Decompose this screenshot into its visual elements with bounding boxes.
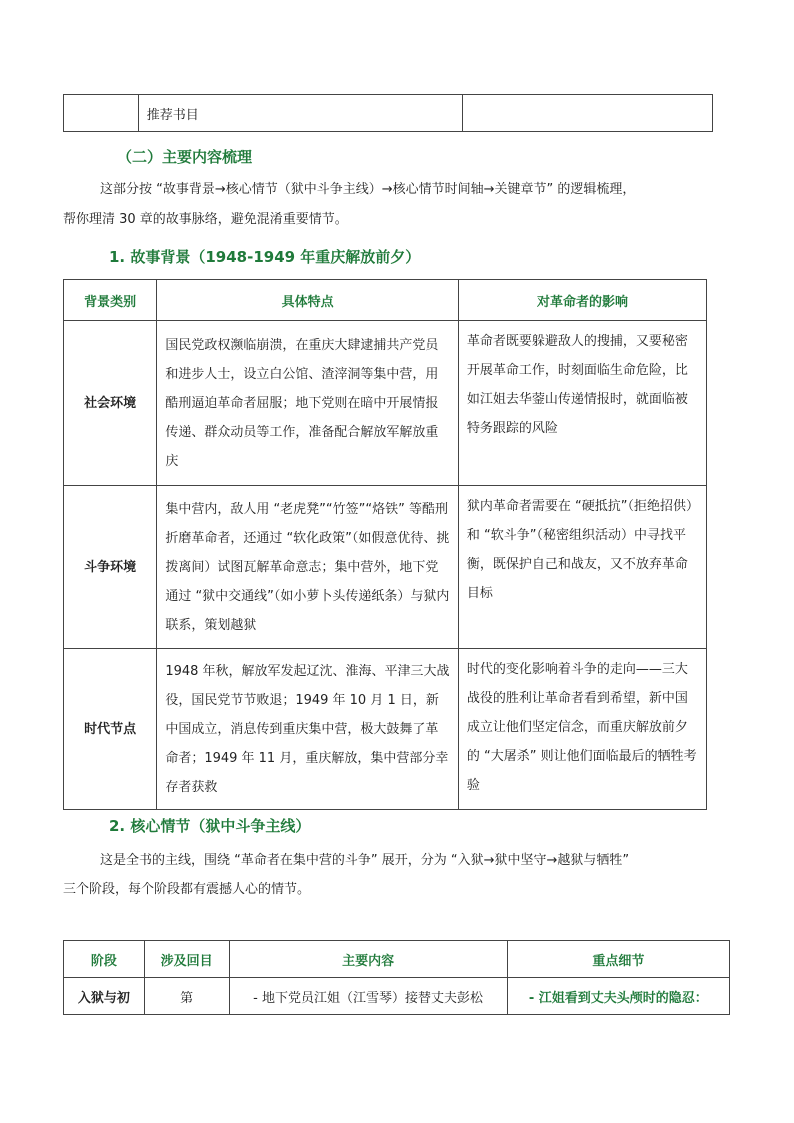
- column-header: 对革命者的影响: [458, 280, 706, 321]
- intro2-paragraph-line2: 三个阶段，每个阶段都有震撼人心的情节。: [63, 882, 311, 897]
- table-cell-label: 推荐书目: [138, 95, 462, 132]
- column-header: 重点细节: [507, 941, 729, 978]
- intro-paragraph-line2: 帮你理清 30 章的故事脉络，避免混淆重要情节。: [63, 212, 348, 227]
- row-content: - 地下党员江姐（江雪琴）接替丈夫彭松: [229, 978, 507, 1015]
- table-row: [64, 95, 713, 132]
- row-category: 时代节点: [64, 649, 157, 810]
- table-header-row: [64, 941, 730, 978]
- column-header: 具体特点: [157, 280, 459, 321]
- table-cell: [64, 95, 139, 132]
- recommended-books-table: [63, 94, 713, 132]
- table-row: [64, 486, 707, 649]
- table-row: [64, 649, 707, 810]
- column-header: 主要内容: [229, 941, 507, 978]
- column-header: 涉及回目: [144, 941, 229, 978]
- column-header: 阶段: [64, 941, 145, 978]
- intro-paragraph-line1: 这部分按 “故事背景→核心情节（狱中斗争主线）→核心情节时间轴→关键章节” 的逻辑梳理，: [100, 182, 636, 197]
- column-header: 背景类别: [64, 280, 157, 321]
- intro2-paragraph-line1: 这是全书的主线，围绕 “革命者在集中营的斗争” 展开，分为 “入狱→狱中坚守→越狱与牺牲”: [100, 853, 630, 868]
- row-chapters: 第: [144, 978, 229, 1015]
- table-row: [64, 978, 730, 1015]
- row-impact: 时代的变化影响着斗争的走向——三大战役的胜利让革命者看到希望，新中国成立让他们坚定信念，而重庆解放前夕的 “大屠杀” 则让他们面临最后的牺牲考验: [458, 649, 706, 810]
- heading-story-background: 1. 故事背景（1948-1949 年重庆解放前夕）: [109, 248, 421, 266]
- row-features: 国民党政权濒临崩溃，在重庆大肆逮捕共产党员和进步人士，设立白公馆、渣滓洞等集中营，用酷刑逼迫革命者屈服；地下党则在暗中开展情报传递、群众动员等工作，准备配合解放军解放重庆: [157, 321, 459, 486]
- row-category: 社会环境: [64, 321, 157, 486]
- heading-core-plot: 2. 核心情节（狱中斗争主线）: [109, 817, 311, 835]
- row-stage: 入狱与初: [64, 978, 145, 1015]
- table-header-row: [64, 280, 707, 321]
- table-cell: [462, 95, 712, 132]
- row-category: 斗争环境: [64, 486, 157, 649]
- background-table: [63, 279, 707, 810]
- row-detail: - 江姐看到丈夫头颅时的隐忍：: [507, 978, 729, 1015]
- row-features: 集中营内，敌人用 “老虎凳”“竹签”“烙铁” 等酷刑折磨革命者，还通过 “软化政策”（如假意优待、挑拨离间）试图瓦解革命意志；集中营外，地下党通过 “狱中交通线”（如小萝卜头传递纸条）与狱内联系，策划越狱: [157, 486, 459, 649]
- row-impact: 革命者既要躲避敌人的搜捕，又要秘密开展革命工作，时刻面临生命危险，比如江姐去华蓥山传递情报时，就面临被特务跟踪的风险: [458, 321, 706, 486]
- row-impact: 狱内革命者需要在 “硬抵抗”（拒绝招供）和 “软斗争”（秘密组织活动）中寻找平衡，既保护自己和战友，又不放弃革命目标: [458, 486, 706, 649]
- table-row: [64, 321, 707, 486]
- row-features: 1948 年秋，解放军发起辽沈、淮海、平津三大战役，国民党节节败退；1949 年 10 月 1 日，新中国成立，消息传到重庆集中营，极大鼓舞了革命者；1949 年 11 月，重庆解放，集中营部分幸存者获救: [157, 649, 459, 810]
- stage-table: [63, 940, 730, 1015]
- section-title: （二）主要内容梳理: [117, 148, 253, 166]
